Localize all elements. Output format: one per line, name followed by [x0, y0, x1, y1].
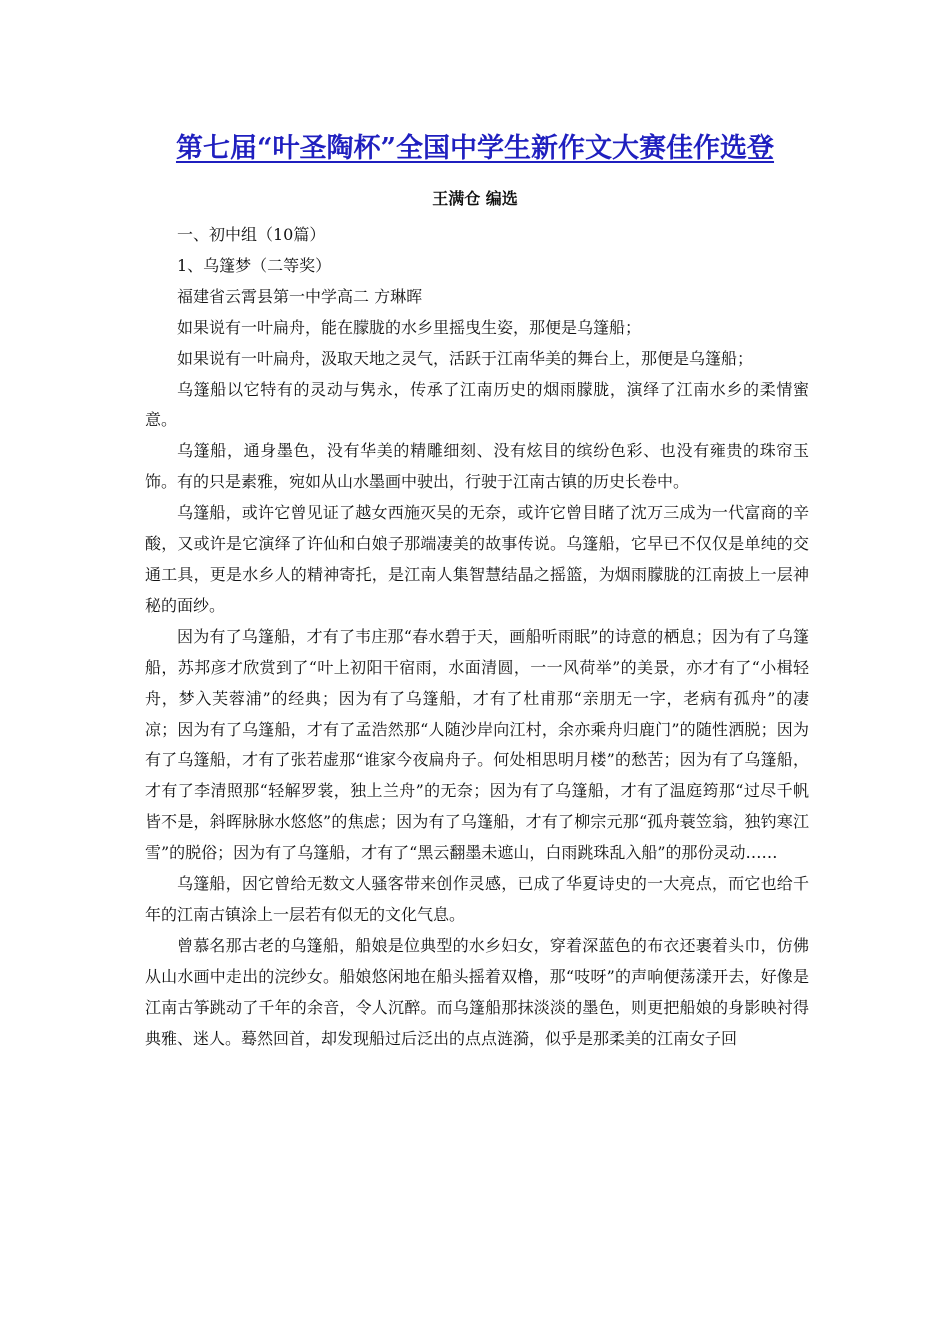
paragraph: 因为有了乌篷船，才有了韦庄那“春水碧于天，画船听雨眠”的诗意的栖息；因为有了乌篷船，苏邦彦才欣赏到了“叶上初阳干宿雨，水面清圆，一一风荷举”的美景，亦才有了“小楫轻舟，梦入芙蓉浦”的经典；因为有了乌篷船，才有了杜甫那“亲朋无一字，老病有孤舟”的凄凉；因为有了乌篷船，才有了孟浩然那“人随沙岸向江村，余亦乘舟归鹿门”的随性洒脱；因为有了乌篷船，才有了张若虚那“谁家今夜扁舟子。何处相思明月楼”的愁苦；因为有了乌篷船，才有了李清照那“轻解罗裳，独上兰舟”的无奈；因为有了乌篷船，才有了温庭筠那“过尽千帆皆不是，斜晖脉脉水悠悠”的焦虑；因为有了乌篷船，才有了柳宗元那“孤舟蓑笠翁，独钓寒江雪”的脱俗；因为有了乌篷船，才有了“黑云翻墨未遮山，白雨跳珠乱入船”的那份灵动……: [145, 626, 809, 863]
text-line: 如果说有一叶扁舟，汲取天地之灵气，活跃于江南华美的舞台上，那便是乌篷船；: [177, 348, 754, 368]
article-byline: 福建省云霄县第一中学高二 方琳晖: [177, 286, 423, 306]
paragraph: 曾慕名那古老的乌篷船，船娘是位典型的水乡妇女，穿着深蓝色的布衣还裹着头巾，仿佛从山水画中走出的浣纱女。船娘悠闲地在船头摇着双橹，那“吱呀”的声响便荡漾开去，好像是江南古筝跳动了千年的余音，令人沉醉。而乌篷船那抹淡淡的墨色，则更把船娘的身影映衬得典雅、迷人。蓦然回首，却发现船过后泛出的点点涟漪，似乎是那柔美的江南女子回: [145, 935, 809, 1048]
paragraph: 乌篷船，因它曾给无数文人骚客带来创作灵感，已成了华夏诗史的一大亮点，而它也给千年的江南古镇涂上一层若有似无的文化气息。: [145, 874, 809, 924]
author-line: 王满仓 编选: [432, 189, 518, 208]
paragraph: 乌篷船，通身墨色，没有华美的精雕细刻、没有炫目的缤纷色彩、也没有雍贵的珠帘玉饰。有的只是素雅，宛如从山水墨画中驶出，行驶于江南古镇的历史长卷中。: [145, 441, 809, 492]
paragraph: 乌篷船以它特有的灵动与隽永，传承了江南历史的烟雨朦胧，演绎了江南水乡的柔情蜜意。: [145, 379, 809, 430]
article-body: [145, 220, 809, 1054]
article-title: 1、乌篷梦（二等奖）: [177, 255, 332, 275]
text-line: 如果说有一叶扁舟，能在朦胧的水乡里摇曳生姿，那便是乌篷船；: [177, 317, 642, 337]
section-heading: 一、初中组（10篇）: [177, 225, 326, 244]
page-title[interactable]: 第七届“叶圣陶杯”全国中学生新作文大赛佳作选登: [175, 133, 775, 164]
paragraph: 乌篷船，或许它曾见证了越女西施灭吴的无奈，或许它曾目睹了沈万三成为一代富商的辛酸，又或许是它演绎了许仙和白娘子那端凄美的故事传说。乌篷船，它早已不仅仅是单纯的交通工具，更是水乡人的精神寄托，是江南人集智慧结晶之摇篮，为烟雨朦胧的江南披上一层神秘的面纱。: [145, 503, 809, 615]
